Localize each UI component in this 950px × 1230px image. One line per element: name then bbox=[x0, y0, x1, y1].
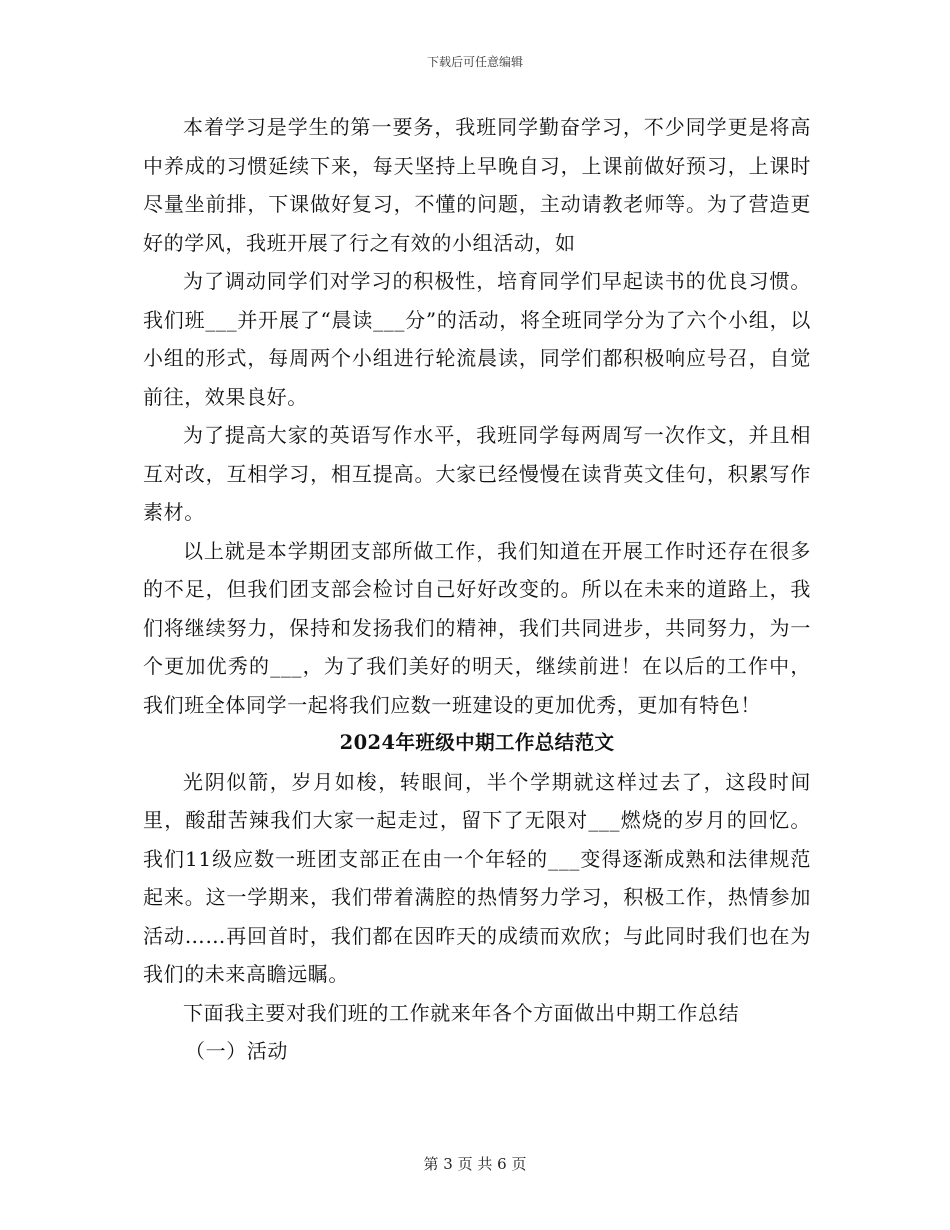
paragraph-english-writing: 为了提高大家的英语写作水平，我班同学每两周写一次作文，并且相互对改，互相学习，相互提高。大家已经慢慢在读背英文佳句，积累写作素材。 bbox=[143, 423, 811, 524]
paragraph-summary-lead: 下面我主要对我们班的工作就来年各个方面做出中期工作总结 bbox=[183, 1000, 740, 1025]
paragraph-intro: 光阴似箭，岁月如梭，转眼间，半个学期就这样过去了，这段时间里，酸甜苦辣我们大家一起走过，留下了无限对___燃烧的岁月的回忆。我们11级应数一班团支部正在由一个年轻的___变得逐渐成熟和法律规范起来。这一学期来，我们带着满腔的热情努力学习，积极工作，热情参加活动……再回首时，我们都在因昨天的成绩而欢欣；与此同时我们也在为我们的未来高瞻远瞩。 bbox=[143, 769, 811, 986]
section-title: 2024年班级中期工作总结范文 bbox=[339, 731, 615, 754]
subheading-activities: （一）活动 bbox=[185, 1039, 288, 1063]
page-number: 第 3 页 共 6 页 bbox=[423, 1155, 527, 1173]
paragraph-conclusion: 以上就是本学期团支部所做工作，我们知道在开展工作时还存在很多的不足，但我们团支部会检讨自己好好改变的。所以在未来的道路上，我们将继续努力，保持和发扬我们的精神，我们共同进步，共同努力，为一个更加优秀的___，为了我们美好的明天，继续前进！在以后的工作中，我们班全体同学一起将我们应数一班建设的更加优秀，更加有特色！ bbox=[143, 538, 811, 717]
page-header-note: 下载后可任意编辑 bbox=[426, 55, 523, 69]
paragraph-study-habits: 本着学习是学生的第一要务，我班同学勤奋学习，不少同学更是将高中养成的习惯延续下来，每天坚持上早晚自习，上课前做好预习，上课时尽量坐前排，下课做好复习，不懂的问题，主动请教老师等。为了营造更好的学风，我班开展了行之有效的小组活动，如 bbox=[143, 115, 811, 255]
document-body bbox=[143, 108, 811, 1071]
paragraph-morning-reading: 为了调动同学们对学习的积极性，培育同学们早起读书的优良习惯。我们班___并开展了“晨读___分”的活动，将全班同学分为了六个小组，以小组的形式，每周两个小组进行轮流晨读，同学们都积极响应号召，自觉前往，效果良好。 bbox=[143, 269, 811, 409]
